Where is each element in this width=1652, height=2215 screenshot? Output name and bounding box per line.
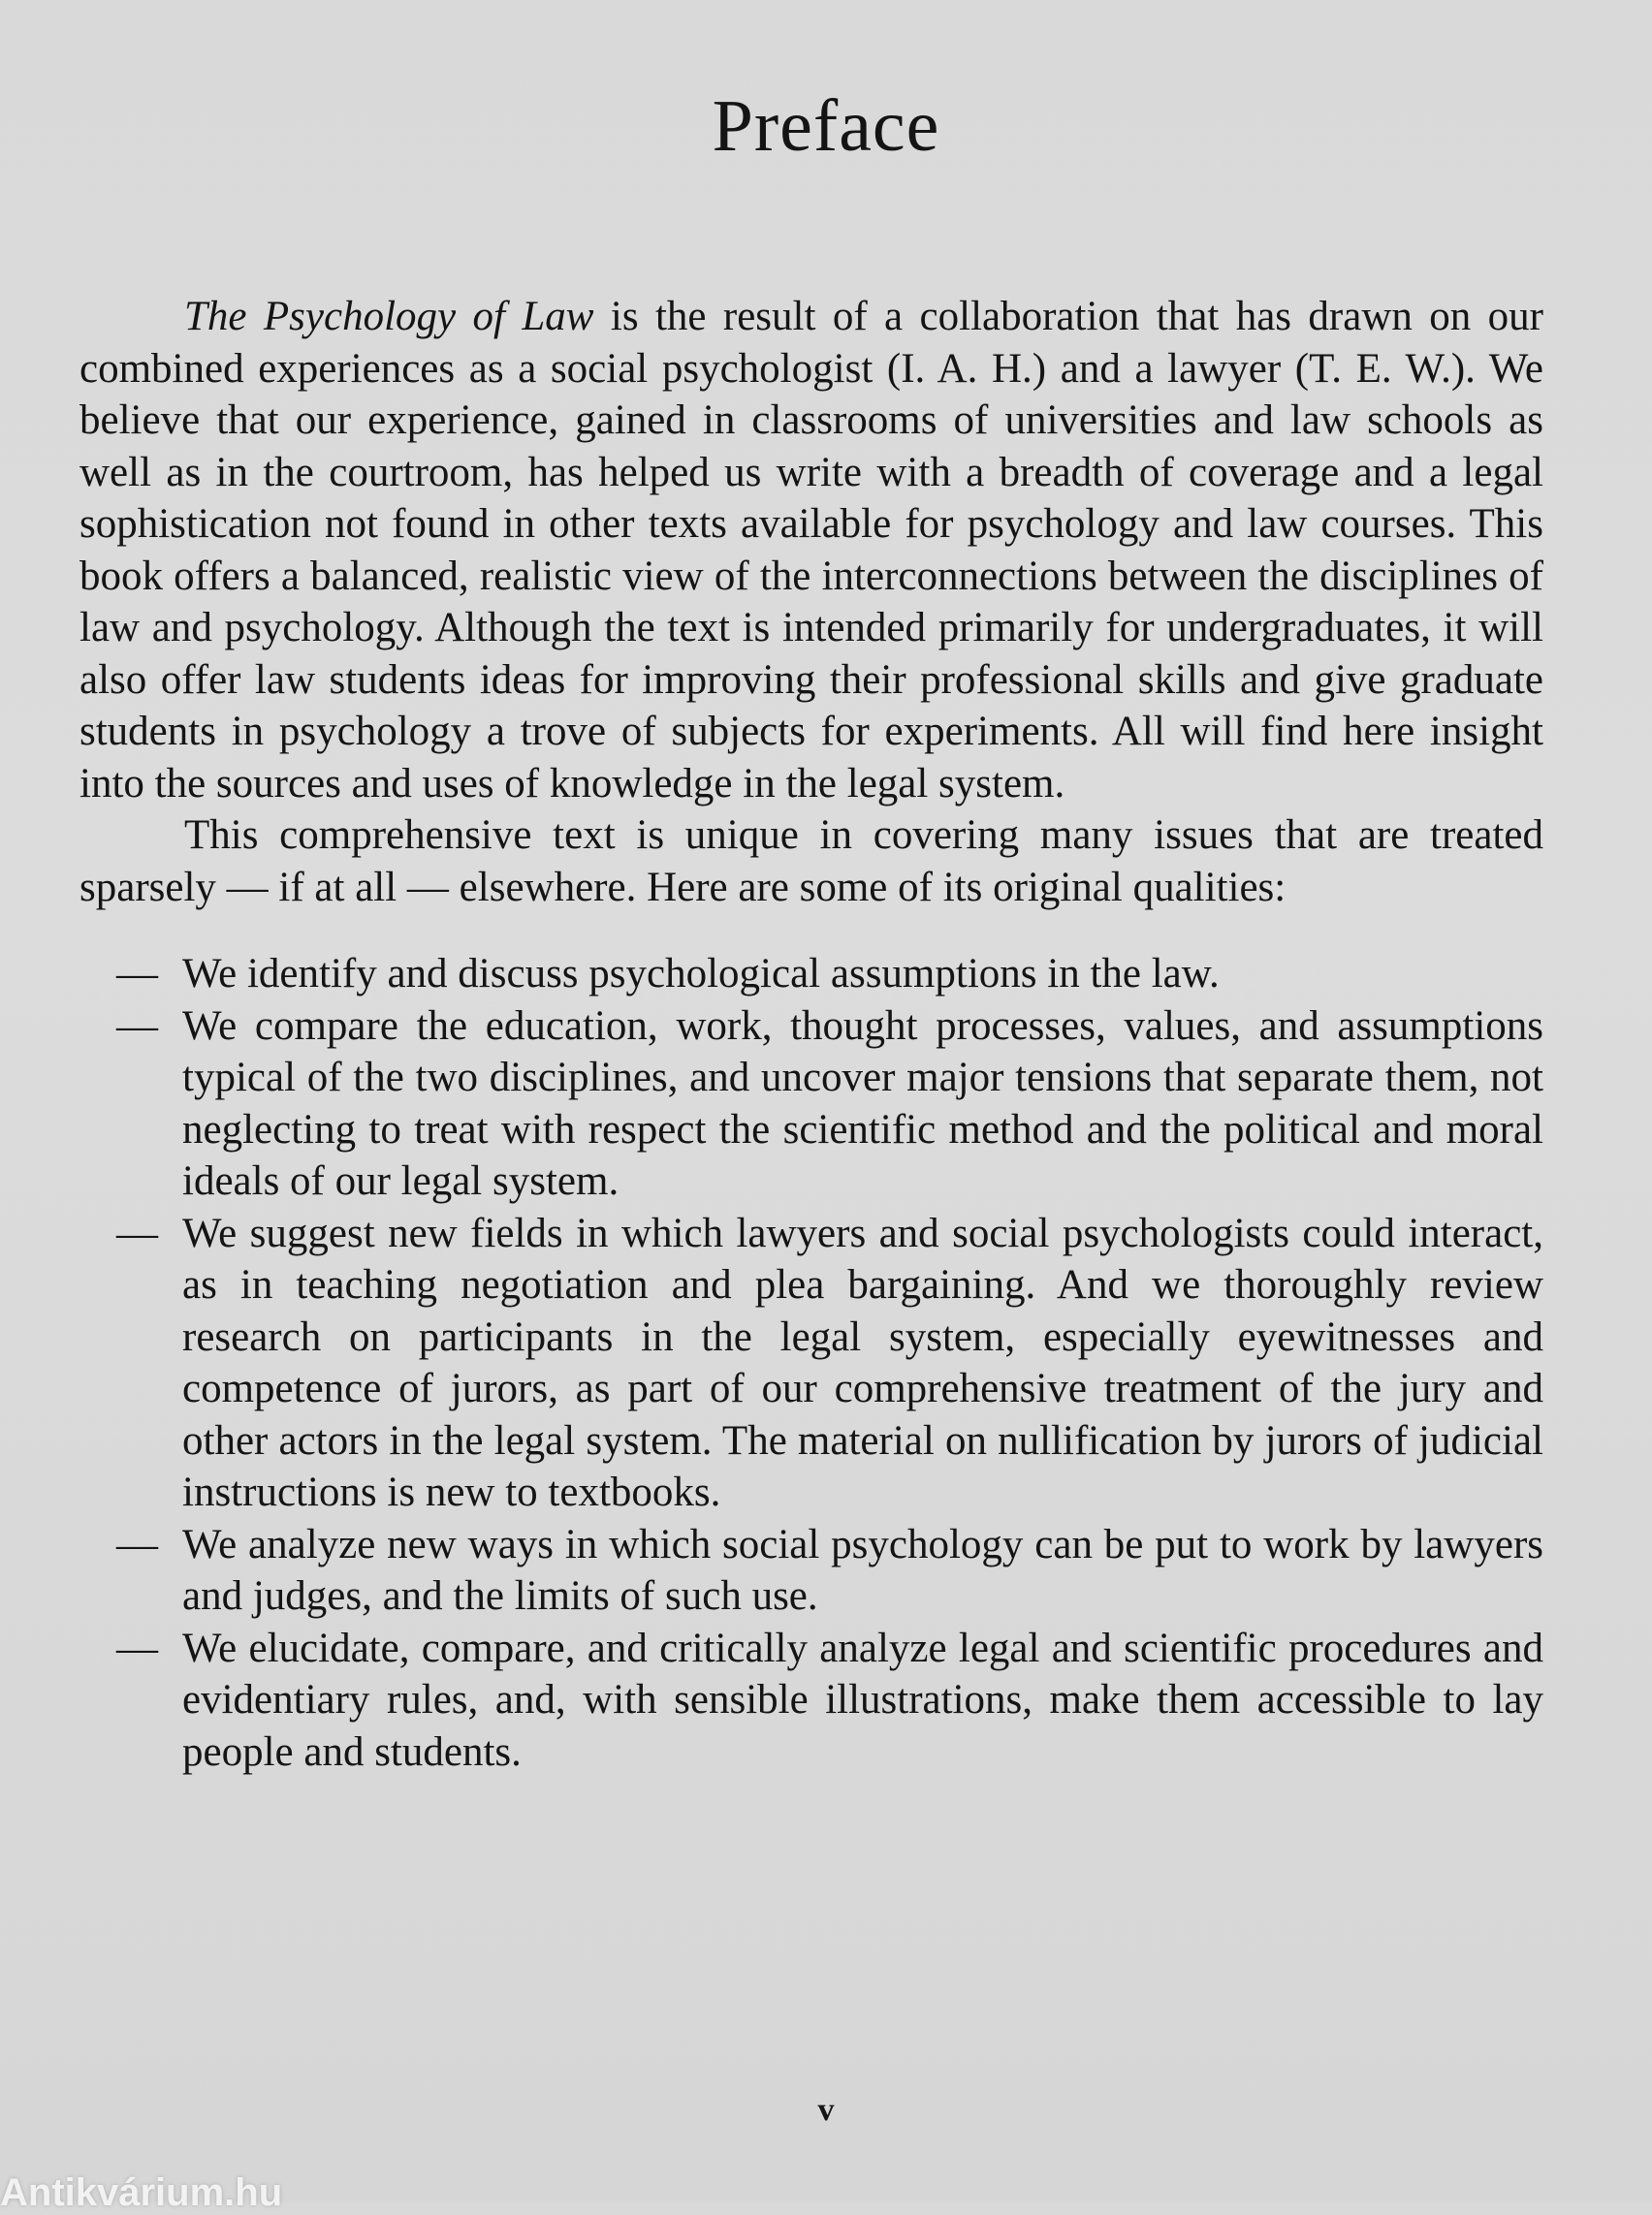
list-item xyxy=(79,1000,1543,1208)
em-dash-bullet-icon: — xyxy=(116,1625,158,1671)
list-item-text: We suggest new fields in which lawyers and social psychologists could interact, as in teaching negotiation and plea bargaining. And we thoroughly review research on participants in the legal system, especially eyewitnesses and competence of jurors, as part of our comprehensive treatment of the jury and other actors in the legal system. The material on nullification by jurors of judicial instructions is new to textbooks. xyxy=(182,1210,1543,1515)
list-item xyxy=(79,948,1543,1000)
em-dash-bullet-icon: — xyxy=(116,1002,158,1049)
page-number: v xyxy=(817,2092,835,2128)
em-dash-bullet-icon: — xyxy=(116,1521,158,1567)
list-item xyxy=(79,1519,1543,1623)
paragraph-intro-text: is the result of a collaboration that has drawn on our combined experiences as a social psychologist (I. A. H.) and a lawyer (T. E. W.). We believe that our experience, gained in classrooms of universities and law schools as well as in the courtroom, has helped us write with a breadth of coverage and a legal sophistication not found in other texts available for psychology and law courses. This book offers a balanced, realistic view of the interconnections between the disciplines of law and psychology. Although the text is intended primarily for undergraduates, it will also offer law students ideas for improving their professional skills and give graduate students in psychology a trove of subjects for experiments. All will find here insight into the sources and uses of knowledge in the legal system. xyxy=(79,294,1544,807)
list-item-text: We analyze new ways in which social psychology can be put to work by lawyers and judges, and the limits of such use. xyxy=(182,1521,1543,1619)
paragraph-qualities: This comprehensive text is unique in covering many issues that are treated sparsely — if at all — elsewhere. Here are some of its original qualities: xyxy=(79,812,1543,910)
page-title: Preface xyxy=(712,85,940,167)
list-item-text: We elucidate, compare, and critically analyze legal and scientific procedures and evidentiary rules, and, with sensible illustrations, make them accessible to lay people and students. xyxy=(182,1625,1543,1775)
watermark: Antikvárium.hu xyxy=(0,2171,283,2214)
qualities-list xyxy=(79,948,1543,1778)
em-dash-bullet-icon: — xyxy=(116,1210,158,1256)
book-title-italic: The Psychology of Law xyxy=(184,294,594,339)
list-item xyxy=(79,1623,1543,1779)
paragraph-intro xyxy=(79,291,1543,809)
list-item xyxy=(79,1208,1543,1519)
preface-body xyxy=(79,291,1543,1778)
list-item-text: We identify and discuss psychological assumptions in the law. xyxy=(182,951,1220,997)
em-dash-bullet-icon: — xyxy=(116,951,158,997)
list-item-text: We compare the education, work, thought processes, values, and assumptions typical of the two disciplines, and uncover major tensions that separate them, not neglecting to treat with respect the scientific method and the political and moral ideals of our legal system. xyxy=(182,1002,1543,1204)
